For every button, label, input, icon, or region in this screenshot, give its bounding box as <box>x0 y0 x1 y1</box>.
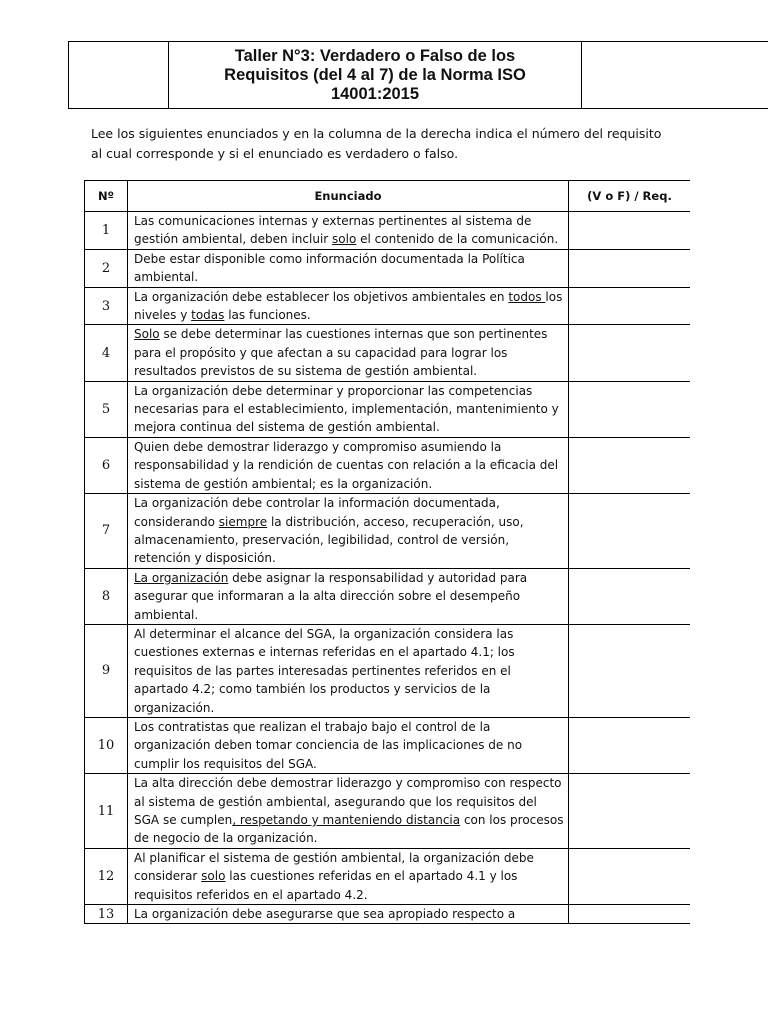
statement-text: las funciones. <box>224 308 311 323</box>
row-number: 4 <box>85 325 128 381</box>
table-row <box>85 212 691 250</box>
row-statement <box>128 848 569 904</box>
row-number: 13 <box>85 905 128 924</box>
row-number: 12 <box>85 848 128 904</box>
statement-text: La alta dirección debe demostrar liderazgo y compromiso con respecto al sistema de gestión ambiental, asegurando que los requisitos del SGA se cumplen <box>134 776 562 827</box>
statement-text: con los procesos de negocio de la organización. <box>134 813 564 846</box>
answer-cell[interactable] <box>569 848 691 904</box>
answer-cell[interactable] <box>569 494 691 569</box>
row-statement <box>128 437 569 493</box>
row-number: 3 <box>85 287 128 325</box>
statement-text: La organización debe determinar y proporcionar las competencias necesarias para el establecimiento, implementación, mantenimiento y mejora continua del sistema de gestión ambiental. <box>134 383 559 435</box>
answer-cell[interactable] <box>569 381 691 437</box>
row-statement <box>128 212 569 250</box>
table-row <box>85 249 691 287</box>
statement-text: debe asignar la responsabilidad y autoridad para asegurar que informaran a la alta dirección sobre el desempeño ambiental. <box>134 570 528 622</box>
row-statement <box>128 624 569 717</box>
answer-cell[interactable] <box>569 212 691 250</box>
answer-cell[interactable] <box>569 905 691 924</box>
underlined-text: solo <box>332 232 357 247</box>
table-row <box>85 287 691 325</box>
title-box <box>68 41 768 109</box>
statement-text: La organización debe controlar la información documentada, considerando <box>134 496 500 529</box>
document-title: Taller N°3: Verdadero o Falso de los Requisitos (del 4 al 7) de la Norma ISO 14001:2015 <box>224 46 526 103</box>
table-row <box>85 568 691 624</box>
row-number: 11 <box>85 774 128 849</box>
statements-table <box>84 180 690 924</box>
answer-cell[interactable] <box>569 774 691 849</box>
statement-text: las cuestiones referidas en el apartado 4.1 y los requisitos referidos en el apartado 4.2. <box>134 869 518 902</box>
row-statement <box>128 494 569 569</box>
statements-table-wrap <box>84 180 690 1024</box>
table-body <box>85 212 691 924</box>
header-num: Nº <box>85 181 128 212</box>
row-number: 6 <box>85 437 128 493</box>
statement-text: Los contratistas que realizan el trabajo bajo el control de la organización deben tomar conciencia de las implicaciones de no cumplir los requisitos del SGA. <box>134 719 523 771</box>
table-row <box>85 774 691 849</box>
row-number: 8 <box>85 568 128 624</box>
row-statement <box>128 249 569 287</box>
statement-text: Al planificar el sistema de gestión ambiental, la organización debe considerar <box>134 850 534 884</box>
title-box-center-cell <box>169 42 582 108</box>
row-statement <box>128 717 569 773</box>
underlined-text: todas <box>191 308 225 323</box>
row-number: 5 <box>85 381 128 437</box>
row-number: 10 <box>85 717 128 773</box>
table-row <box>85 494 691 569</box>
title-box-right-cell <box>582 42 768 108</box>
table-row <box>85 325 691 381</box>
answer-cell[interactable] <box>569 568 691 624</box>
table-row <box>85 381 691 437</box>
statement-text: se debe determinar las cuestiones internas que son pertinentes para el propósito y que afectan a su capacidad para lograr los resultados previstos de su sistema de gestión ambiental. <box>134 327 548 379</box>
header-statement: Enunciado <box>128 181 569 212</box>
statement-text: la distribución, acceso, recuperación, uso, almacenamiento, preservación, legibilidad, control de versión, retención y disposición. <box>134 514 524 566</box>
answer-cell[interactable] <box>569 287 691 325</box>
underlined-text: Solo <box>134 327 160 342</box>
statement-text: Quien debe demostrar liderazgo y compromiso asumiendo la responsabilidad y la rendición de cuentas con relación a la eficacia del sistema de gestión ambiental; es la organización. <box>134 439 559 491</box>
table-row <box>85 437 691 493</box>
statement-text: Al determinar el alcance del SGA, la organización considera las cuestiones externas e internas referidas en el apartado 4.1; los requisitos de las partes interesadas pertinentes referidos en el apartado 4.2; como también los productos y servicios de la organización. <box>134 626 515 715</box>
statement-text: los niveles y <box>134 289 563 323</box>
row-number: 7 <box>85 494 128 569</box>
statement-text: el contenido de la comunicación. <box>356 232 559 247</box>
underlined-text: solo <box>201 869 226 884</box>
row-statement <box>128 905 569 924</box>
statement-text: La organización debe establecer los objetivos ambientales en <box>134 289 509 304</box>
title-box-left-cell <box>69 42 169 108</box>
statement-text: Debe estar disponible como información documentada la Política ambiental. <box>134 251 525 285</box>
underlined-text: todos <box>508 289 546 304</box>
table-header-row <box>85 181 691 212</box>
row-number: 2 <box>85 249 128 287</box>
row-number: 9 <box>85 624 128 717</box>
answer-cell[interactable] <box>569 325 691 381</box>
table-row <box>85 717 691 773</box>
row-statement <box>128 287 569 325</box>
table-row <box>85 905 691 924</box>
statement-text: Las comunicaciones internas y externas pertinentes al sistema de gestión ambiental, deben incluir <box>134 214 532 247</box>
answer-cell[interactable] <box>569 624 691 717</box>
underlined-text: La organización <box>134 570 229 585</box>
statement-text: La organización debe asegurarse que sea apropiado respecto a <box>134 907 516 922</box>
answer-cell[interactable] <box>569 437 691 493</box>
row-statement <box>128 325 569 381</box>
header-answer: (V o F) / Req. <box>569 181 691 212</box>
underlined-text: , respetando y manteniendo distancia <box>232 813 461 827</box>
table-row <box>85 624 691 717</box>
underlined-text: siempre <box>218 514 268 529</box>
answer-cell[interactable] <box>569 249 691 287</box>
instructions-text: Lee los siguientes enunciados y en la columna de la derecha indica el número del requisito al cual corresponde y si el enunciado es verdadero o falso. <box>91 126 662 161</box>
row-number: 1 <box>85 212 128 250</box>
row-statement <box>128 774 569 849</box>
row-statement <box>128 381 569 437</box>
row-statement <box>128 568 569 624</box>
table-row <box>85 848 691 904</box>
answer-cell[interactable] <box>569 717 691 773</box>
